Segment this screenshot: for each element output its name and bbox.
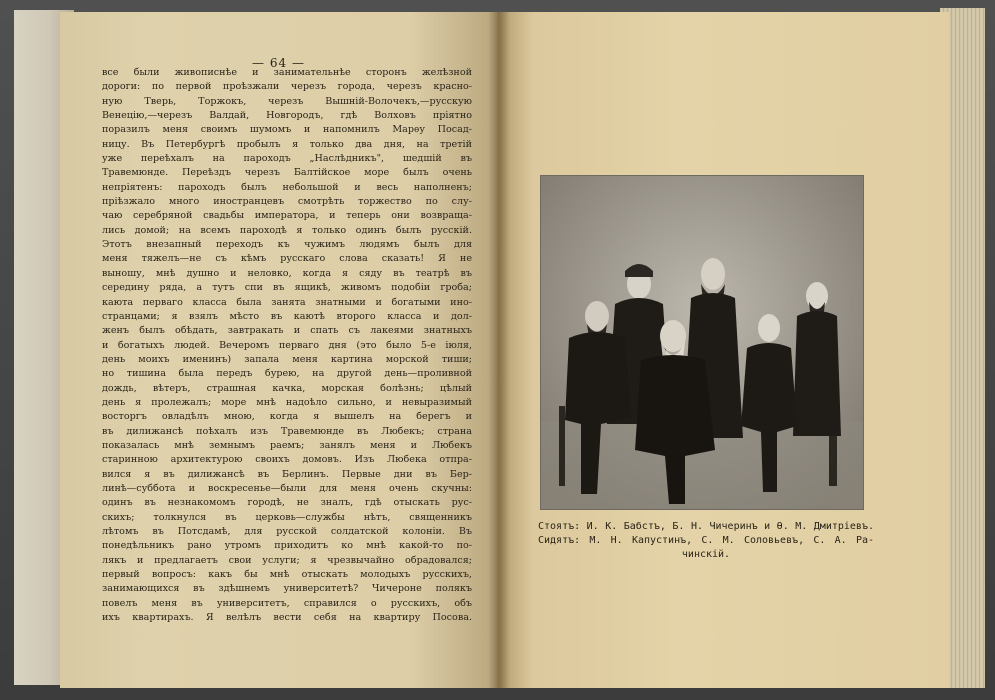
- text-line: ихъ квартирахъ. Я велѣлъ вести себя на квартиру Посова.: [102, 612, 472, 624]
- text-line: пріѣзжало много иностранцевъ смотрѣть торжество по слу-: [102, 196, 472, 208]
- text-line: лѣтомъ въ Потсдамѣ, для русской солдатской колоніи. Въ: [102, 526, 472, 537]
- text-line: странцами; я взялъ мѣсто въ каютѣ второго класса и дол-: [102, 310, 472, 322]
- text-line: Этотъ внезапный переходъ къ чужимъ людямъ былъ для: [102, 239, 472, 251]
- book-gutter: [488, 12, 510, 688]
- text-line: занимающихся въ здѣшнемъ университетѣ? Чичероне полякъ: [102, 583, 472, 595]
- text-line: день я пролежалъ; море мнѣ надоѣло сильно, и невыразимый: [102, 396, 472, 408]
- text-line: но тишина была передъ бурею, на другой день—проливной: [102, 368, 472, 380]
- text-line: показалась мнѣ земнымъ раемъ; занялъ меня и Любекъ: [102, 439, 472, 451]
- text-line: вился я въ дилижансѣ въ Берлинъ. Первые дни въ Бер-: [102, 468, 472, 480]
- text-line: непріятенъ: пароходъ былъ небольшой и весь наполненъ;: [102, 181, 472, 193]
- text-line: старинною архитектурою своихъ домовъ. Изъ Любека отпра-: [102, 454, 472, 466]
- caption-line: чинскій.: [681, 549, 731, 560]
- text-line: первый вопросъ: какъ бы мнѣ отыскать молодыхъ русскихъ,: [102, 569, 472, 581]
- text-line: уже переѣхалъ на пароходъ „Наслѣдникъ", шедшій въ: [102, 153, 472, 165]
- text-line: выношу, мнѣ душно и неловко, когда я сяду въ театрѣ въ: [102, 267, 472, 279]
- photo-caption: [538, 520, 874, 562]
- text-line: Венецію,—черезъ Валдай, Новгородъ, гдѣ Волховъ пріятно: [102, 110, 472, 122]
- text-line: ницу. Въ Петербургѣ пробылъ я только два дня, на третій: [102, 138, 472, 150]
- text-line: лись домой; на всемъ пароходѣ я только одинъ былъ русскій.: [102, 224, 472, 236]
- text-line: меня тяжелъ—не съ кѣмъ русскаго слова сказать! Я не: [102, 253, 472, 265]
- text-line: все были живописнѣе и занимательнѣе сторонъ желѣзной: [102, 67, 472, 78]
- text-line: дороги: по первой проѣзжали черезъ города, черезъ красно-: [102, 81, 472, 93]
- text-line: и богатыхъ людей. Вечеромъ перваго дня (это было 5-е іюля,: [102, 339, 472, 351]
- text-line: въ дилижансѣ поѣхалъ изъ Травемюнде въ Любекъ; страна: [102, 425, 472, 437]
- text-line: поразилъ меня своимъ шумомъ и напомнилъ Марѳу Посад-: [102, 124, 472, 136]
- text-line: Травемюнде. Переѣздъ черезъ Балтійское море былъ очень: [102, 167, 472, 179]
- text-line: повелъ меня въ университетъ, справился о русскихъ, объ: [102, 597, 472, 609]
- text-line: чаю серебряной свадьбы императора, и теперь они возвраща-: [102, 210, 472, 222]
- text-line: день моихъ именинъ) запала меня картина морской тиши;: [102, 353, 472, 365]
- body-text: [102, 66, 472, 625]
- text-line: середину ряда, а тутъ спи въ ящикѣ, живомъ подобіи гроба;: [102, 282, 472, 294]
- text-line: восторгъ овладѣлъ мною, когда я вышелъ на берегъ и: [102, 411, 472, 423]
- text-line: женъ былъ обѣдать, завтракать и спать съ лакеями знатныхъ: [102, 325, 472, 337]
- group-portrait-photo: [541, 176, 863, 509]
- text-line: каюта перваго класса была занята знатными и богатыми ино-: [102, 296, 472, 308]
- page-number: — 64 —: [252, 56, 305, 70]
- text-line: одинъ въ незнакомомъ городѣ, не зналъ, гдѣ отыскать рус-: [102, 497, 472, 509]
- portrait-illustration: [541, 176, 863, 509]
- text-line: ную Тверь, Торжокъ, черезъ Вышній-Волочекъ,—русскую: [102, 95, 472, 107]
- text-line: понедѣльникъ рано утромъ приходитъ ко мнѣ какой-то по-: [102, 540, 472, 552]
- text-line: линѣ—суббота и воскресенье—были для меня очень скучны:: [102, 482, 472, 494]
- caption-line: Сидятъ: М. Н. Капустинъ, С. М. Соловьевъ, С. А. Ра-: [538, 535, 874, 546]
- text-line: лякъ и предлагаетъ свои услуги; я чрезвычайно обрадовался;: [102, 554, 472, 566]
- text-line: скихъ; толкнулся въ церковь—службы нѣтъ, священникъ: [102, 511, 472, 523]
- caption-line: Стоятъ: И. К. Бабстъ, Б. Н. Чичеринъ и Ѳ. М. Дмитріевъ.: [538, 521, 874, 532]
- text-line: дождь, вѣтеръ, страшная качка, морская болѣзнь; цѣлый: [102, 382, 472, 394]
